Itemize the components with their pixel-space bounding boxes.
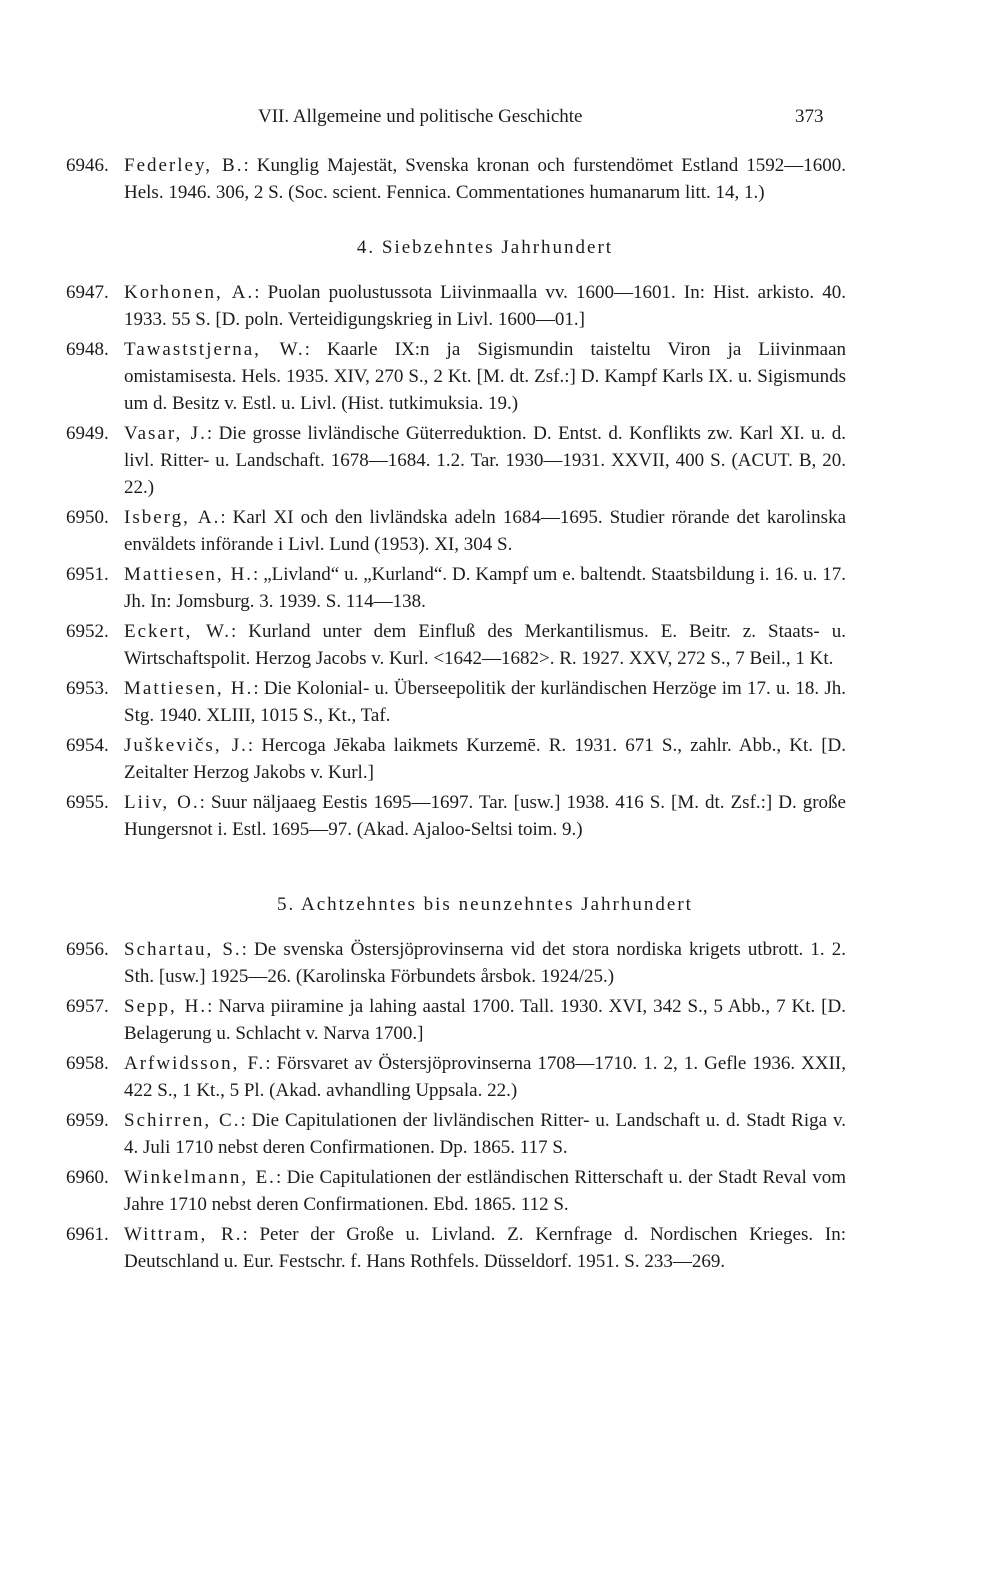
- bibliography-entry: [66, 732, 846, 786]
- bibliography: [66, 152, 846, 1278]
- bibliography-entry: [66, 1221, 846, 1275]
- entry-number: 6948.: [66, 339, 109, 360]
- entry-text: : Die Kolonial- u. Überseepolitik der kurländischen Herzöge im 17. u. 18. Jh. Stg. 1940. XLIII, 1015 S., Kt., Taf.: [124, 678, 846, 726]
- entry-author: Wittram, R.: [124, 1224, 243, 1245]
- bibliography-entry: [66, 420, 846, 501]
- entry-author: Korhonen, A.: [124, 282, 255, 303]
- entry-text: : „Livland“ u. „Kurland“. D. Kampf um e. baltendt. Staatsbildung i. 16. u. 17. Jh. In: Jomsburg. 3. 1939. S. 114—138.: [124, 564, 846, 612]
- bibliography-entry: [66, 936, 846, 990]
- entry-number: 6955.: [66, 792, 109, 813]
- bibliography-entry: [66, 1107, 846, 1161]
- entry-text: : Suur näljaaeg Eestis 1695—1697. Tar. [usw.] 1938. 416 S. [M. dt. Zsf.:] D. große Hungersnot i. Estl. 1695—97. (Akad. Ajaloo-Seltsi toim. 9.): [124, 792, 846, 840]
- bibliography-entry: [66, 993, 846, 1047]
- bibliography-entry: [66, 504, 846, 558]
- entry-author: Schartau, S.: [124, 939, 242, 960]
- entry-author: Winkelmann, E.: [124, 1167, 276, 1188]
- entry-author: Arfwidsson, F.: [124, 1053, 266, 1074]
- entry-author: Schirren, C.: [124, 1110, 241, 1131]
- bibliography-entry: [66, 1164, 846, 1218]
- entry-text: : Die Capitulationen der estländischen Ritterschaft u. der Stadt Reval vom Jahre 1710 nebst deren Confirmationen. Ebd. 1865. 112 S.: [124, 1167, 846, 1215]
- entry-author: Sepp, H.: [124, 996, 208, 1017]
- entry-text: : Peter der Große u. Livland. Z. Kernfrage d. Nordischen Krieges. In: Deutschland u. Eur. Festschr. f. Hans Rothfels. Düsseldorf. 1951. S. 233—269.: [124, 1224, 846, 1272]
- entry-author: Liiv, O.: [124, 792, 200, 813]
- entry-author: Tawaststjerna, W.: [124, 339, 305, 360]
- entry-author: Juškevičs, J.: [124, 735, 248, 756]
- entry-number: 6951.: [66, 564, 109, 585]
- entry-author: Eckert, W.: [124, 621, 231, 642]
- entry-text: : Försvaret av Östersjöprovinserna 1708—1710. 1. 2, 1. Gefle 1936. XXII, 422 S., 1 Kt., 5 Pl. (Akad. avhandling Uppsala. 22.): [124, 1053, 846, 1101]
- entry-group-intro: [66, 152, 846, 206]
- entry-number: 6956.: [66, 939, 109, 960]
- entry-text: : Hercoga Jēkaba laikmets Kurzemē. R. 1931. 671 S., zahlr. Abb., Kt. [D. Zeitalter Herzog Jakobs v. Kurl.]: [124, 735, 846, 783]
- entry-number: 6957.: [66, 996, 109, 1017]
- bibliography-entry: [66, 279, 846, 333]
- entry-number: 6958.: [66, 1053, 109, 1074]
- entry-group-17th-century: [66, 279, 846, 843]
- bibliography-entry: [66, 561, 846, 615]
- entry-number: 6960.: [66, 1167, 109, 1188]
- entry-number: 6949.: [66, 423, 109, 444]
- entry-author: Vasar, J.: [124, 423, 207, 444]
- entry-author: Isberg, A.: [124, 507, 221, 528]
- entry-number: 6947.: [66, 282, 109, 303]
- bibliography-entry: [66, 152, 846, 206]
- entry-number: 6959.: [66, 1110, 109, 1131]
- entry-text: : De svenska Östersjöprovinserna vid det stora nordiska krigets utbrott. 1. 2. Sth. [usw.] 1925—26. (Karolinska Förbundets årsbok. 1924/25.): [124, 939, 846, 987]
- running-head-title: VII. Allgemeine und politische Geschichte: [258, 106, 583, 127]
- entry-text: : Kunglig Majestät, Svenska kronan och furstendömet Estland 1592—1600. Hels. 1946. 306, 2 S. (Soc. scient. Fennica. Commentationes humanarum litt. 14, 1.): [124, 155, 846, 203]
- bibliography-entry: [66, 618, 846, 672]
- section-heading-18th-19th-century: 5. Achtzehntes bis neunzehntes Jahrhundert: [277, 894, 693, 915]
- entry-text: : Puolan puolustussota Liivinmaalla vv. 1600—1601. In: Hist. arkisto. 40. 1933. 55 S. [D. poln. Verteidigungskrieg in Livl. 1600—01.]: [124, 282, 846, 330]
- running-head: [0, 104, 1000, 130]
- entry-author: Mattiesen, H.: [124, 678, 254, 699]
- bibliography-entry: [66, 789, 846, 843]
- entry-number: 6954.: [66, 735, 109, 756]
- bibliography-entry: [66, 1050, 846, 1104]
- entry-text: : Narva piiramine ja lahing aastal 1700. Tall. 1930. XVI, 342 S., 5 Abb., 7 Kt. [D. Belagerung u. Schlacht v. Narva 1700.]: [124, 996, 846, 1044]
- bibliography-entry: [66, 336, 846, 417]
- entry-number: 6952.: [66, 621, 109, 642]
- entry-author: Mattiesen, H.: [124, 564, 254, 585]
- entry-author: Federley, B.: [124, 155, 244, 176]
- bibliography-entry: [66, 675, 846, 729]
- entry-text: : Kaarle IX:n ja Sigismundin taisteltu Viron ja Liivinmaan omistamisesta. Hels. 1935. XIV, 270 S., 2 Kt. [M. dt. Zsf.:] D. Kampf Karls IX. u. Sigismunds um d. Besitz v. Estl. u. Livl. (Hist. tutkimuksia. 19.): [124, 339, 846, 414]
- entry-number: 6946.: [66, 155, 109, 176]
- entry-group-18th-19th-century: [66, 936, 846, 1275]
- section-heading-17th-century: 4. Siebzehntes Jahrhundert: [356, 237, 614, 258]
- entry-text: : Die grosse livländische Güterreduktion. D. Entst. d. Konflikts zw. Karl XI. u. d. livl. Ritter- u. Landschaft. 1678—1684. 1.2. Tar. 1930—1931. XXVII, 400 S. (ACUT. B, 20. 22.): [124, 423, 847, 498]
- entry-text: : Die Capitulationen der livländischen Ritter- u. Landschaft u. d. Stadt Riga v. 4. Juli 1710 nebst deren Confirmationen. Dp. 1865. 117 S.: [124, 1110, 846, 1158]
- page-number: 373: [795, 106, 824, 127]
- entry-number: 6961.: [66, 1224, 109, 1245]
- entry-text: : Kurland unter dem Einfluß des Merkantilismus. E. Beitr. z. Staats- u. Wirtschaftspolit. Herzog Jacobs v. Kurl. <1642—1682>. R. 1927. XXV, 272 S., 7 Beil., 1 Kt.: [124, 621, 846, 669]
- entry-number: 6950.: [66, 507, 109, 528]
- entry-text: : Karl XI och den livländska adeln 1684—1695. Studier rörande det karolinska enväldets införande i Livl. Lund (1953). XI, 304 S.: [124, 507, 846, 555]
- entry-number: 6953.: [66, 678, 109, 699]
